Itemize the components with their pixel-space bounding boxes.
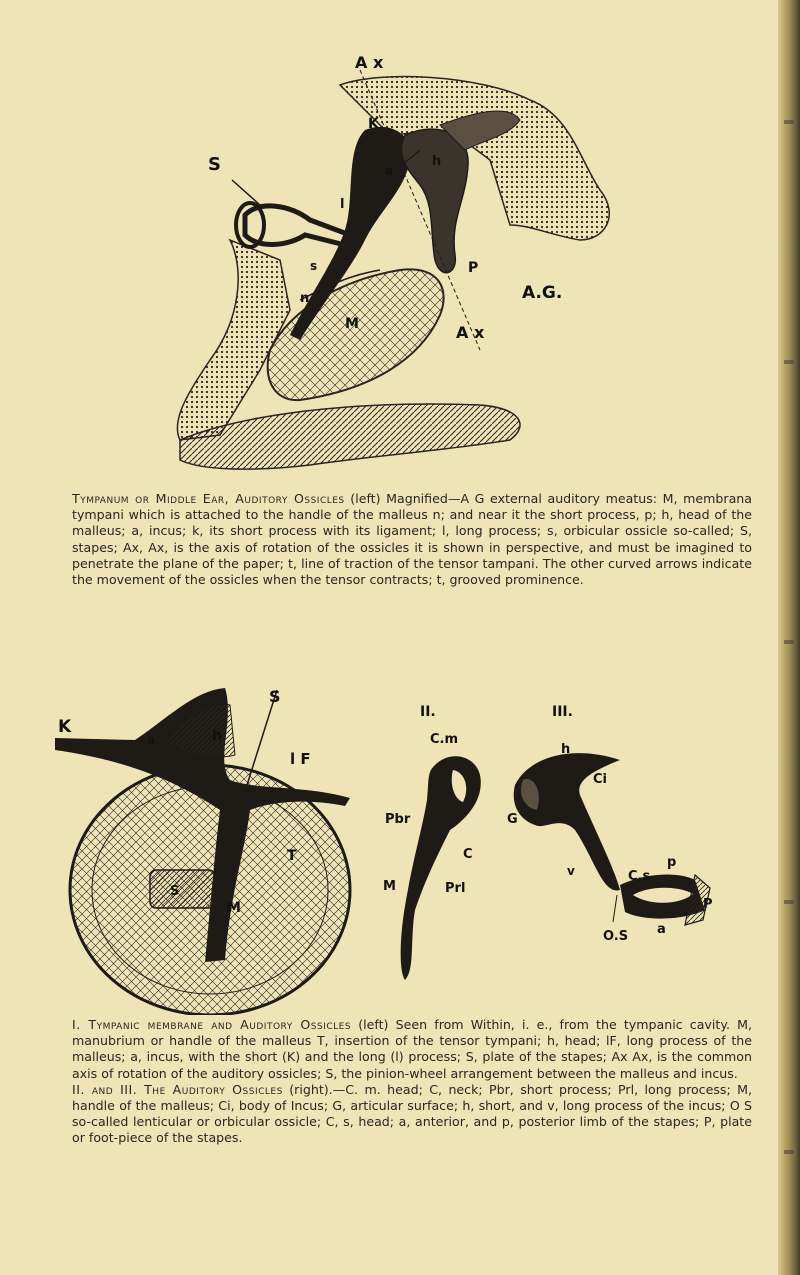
caption-top-paragraph xyxy=(72,491,752,588)
fig1-label-h: h xyxy=(212,728,222,744)
fig2-label-m: M xyxy=(383,879,396,894)
label-ax-top: A x xyxy=(355,53,384,72)
fig1-label-k: K xyxy=(58,717,72,737)
label-p: P xyxy=(468,260,479,276)
caption-bottom-lead-2: II. and III. The Auditory Ossicles xyxy=(72,1081,283,1097)
edge-mark xyxy=(784,360,794,364)
fig1-label-m: M xyxy=(227,900,241,916)
edge-mark xyxy=(784,1150,794,1154)
fig1-label-lf: l F xyxy=(290,750,311,768)
fig3-label-h: h xyxy=(561,742,571,757)
caption-top xyxy=(72,491,752,588)
caption-bottom-text-1: (left) Seen from Within, i. e., from the tympanic cavity. M, manubrium or handle of the malleus T, insertion of the tensor tympani; h, head; lF, long process of the malleus; a, incus, with the short (K) and the long (l) process; S, plate of the stapes; Ax Ax, is the common axis of rotation of the auditory ossicles; S, the pinion-wheel arrangement between the malleus and incus. xyxy=(72,1017,753,1081)
label-ag: A.G. xyxy=(522,283,563,303)
fig1-label-s: S xyxy=(269,687,281,706)
page-edge xyxy=(778,0,800,1275)
fig2-label-prl: Prl xyxy=(445,881,466,896)
caption-bottom-paragraph-1 xyxy=(72,1017,752,1082)
label-m: M xyxy=(345,316,359,332)
label-ax-bottom: A x xyxy=(456,323,485,342)
caption-bottom xyxy=(72,1017,752,1147)
label-s-small: s xyxy=(310,259,318,273)
label-h: h xyxy=(432,154,442,169)
pointer-line xyxy=(613,895,617,922)
fig1-label-a: a xyxy=(147,733,156,747)
stapes-plate xyxy=(150,870,215,908)
fig3-label-ci: Ci xyxy=(593,772,607,787)
fig3-label-p-small: p xyxy=(667,855,677,870)
fig3-numeral: III. xyxy=(552,704,573,720)
fig3-label-v: v xyxy=(567,864,575,878)
label-k: K xyxy=(368,116,379,132)
middle-ear-illustration xyxy=(150,40,630,490)
label-n: n xyxy=(300,291,310,306)
ossicles-figure-row xyxy=(55,680,735,1015)
fig3-label-g: G xyxy=(507,812,518,827)
edge-mark xyxy=(784,640,794,644)
fig2-label-pbr: Pbr xyxy=(385,812,411,827)
malleus xyxy=(401,756,481,980)
fig2-numeral: II. xyxy=(420,704,436,720)
edge-mark xyxy=(784,900,794,904)
fig1-label-s-plate: S xyxy=(170,884,180,899)
figure-1 xyxy=(55,687,350,1015)
label-s: S xyxy=(208,154,221,175)
fig3-label-a: a xyxy=(657,922,666,937)
arrow xyxy=(232,180,260,205)
fig1-label-t: T xyxy=(287,848,297,864)
figure-2 xyxy=(383,704,481,980)
fig2-label-cm: C.m xyxy=(430,732,459,747)
caption-bottom-paragraph-2 xyxy=(72,1082,752,1147)
figure-3 xyxy=(507,704,713,944)
fig2-label-c: C xyxy=(463,847,473,862)
fig3-label-cs: C.s xyxy=(628,869,651,884)
caption-bottom-text-2: (right).—C. m. head; C, neck; Pbr, short process; Prl, long process; M, handle of the malleus; Ci, body of Incus; G, articular surface; h, short, and v, long process of the incus; O S so-called lenticular or orbicular ossicle; C, s, head; a, anterior, and p, posterior limb of the stapes; P, plate or foot-piece of the stapes. xyxy=(72,1081,752,1146)
edge-mark xyxy=(784,120,794,124)
caption-bottom-lead-1: I. Tympanic membrane and Auditory Ossicles xyxy=(72,1017,352,1032)
caption-top-lead: Tympanum or Middle Ear, Auditory Ossicles xyxy=(72,491,345,506)
fig3-label-os: O.S xyxy=(603,929,629,944)
left-bone-mass xyxy=(177,240,290,440)
label-l: l xyxy=(340,197,345,212)
label-a: a xyxy=(385,164,394,178)
caption-top-text: (left) Magnified—A G external auditory meatus: M, membrana tympani which is attached to the handle of the malleus n; and near it the short process, p; h, head of the malleus; a, incus; k, its short process with its ligament; l, long process; s, orbicular ossicle so-called; S, stapes; Ax, Ax, is the axis of rotation of the ossicles it is shown in perspective, and must be imagined to penetrate the plane of the paper; t, line of traction of the tensor tampani. The other curved arrows indicate the movement of the ossicles when the tensor contracts; t, grooved prominence. xyxy=(72,491,752,588)
incus xyxy=(401,129,468,273)
fig3-label-p-plate: P xyxy=(703,897,713,912)
